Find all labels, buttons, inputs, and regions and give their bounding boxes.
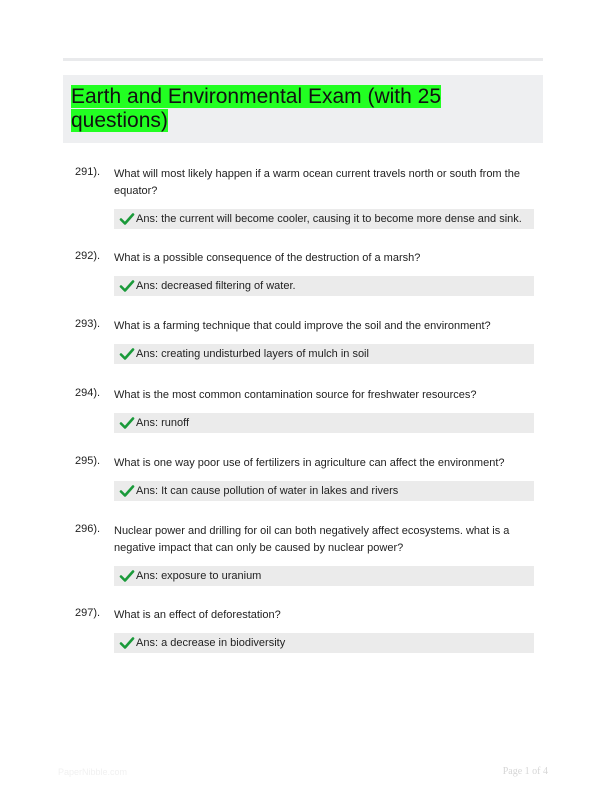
page-number: Page 1 of 4 [502,766,548,777]
question-text: What is a possible consequence of the destruction of a marsh? [114,252,421,264]
answer-text: Ans: exposure to uranium [136,570,262,582]
question-number: 292). [75,250,101,262]
question-item [63,316,543,385]
question-text: What is an effect of deforestation? [114,609,281,621]
question-number: 293). [75,318,101,330]
check-icon [119,569,135,583]
title-banner [63,75,543,143]
page-title-highlight: Earth and Environmental Exam (with 25 questions) [71,85,442,132]
answer-box [114,566,534,586]
answer-box [114,481,534,501]
question-item [63,453,543,521]
page-title [71,85,533,133]
question-number: 295). [75,455,101,467]
answer-text: Ans: decreased filtering of water. [136,280,296,292]
answer-box [114,209,534,229]
question-item [63,605,543,673]
question-number: 297). [75,607,101,619]
question-list [63,164,543,673]
answer-text: Ans: runoff [136,417,189,429]
answer-text: Ans: a decrease in biodiversity [136,637,286,649]
question-number: 296). [75,523,101,535]
question-text: What will most likely happen if a warm ocean current travels north or south from the equator? [114,168,520,197]
answer-box [114,344,534,364]
check-icon [119,636,135,650]
answer-box [114,633,534,653]
question-item [63,164,543,248]
question-item [63,521,543,605]
question-text: What is a farming technique that could improve the soil and the environment? [114,320,491,332]
answer-text: Ans: the current will become cooler, causing it to become more dense and sink. [136,213,522,225]
answer-text: Ans: It can cause pollution of water in lakes and rivers [136,485,399,497]
answer-box [114,276,534,296]
check-icon [119,279,135,293]
question-number: 291). [75,166,101,178]
check-icon [119,484,135,498]
top-divider [63,58,543,61]
footer-site: PaperNibble.com [58,767,128,777]
question-text: What is one way poor use of fertilizers in agriculture can affect the environment? [114,457,505,469]
question-text: Nuclear power and drilling for oil can both negatively affect ecosystems. what is a negative impact that can only be caused by nuclear power? [114,525,510,554]
check-icon [119,416,135,430]
check-icon [119,347,135,361]
answer-text: Ans: creating undisturbed layers of mulch in soil [136,348,369,360]
question-item [63,248,543,316]
question-text: What is the most common contamination source for freshwater resources? [114,389,477,401]
question-number: 294). [75,387,101,399]
question-item [63,385,543,453]
answer-box [114,413,534,433]
check-icon [119,212,135,226]
